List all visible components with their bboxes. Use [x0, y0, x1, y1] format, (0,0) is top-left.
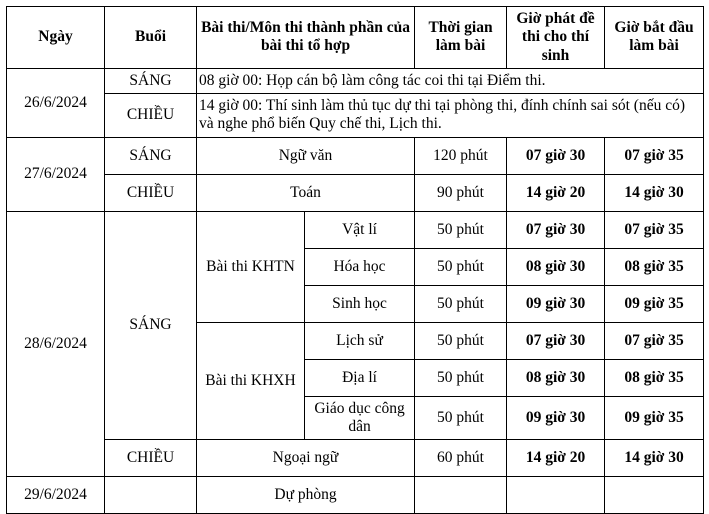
cell-start-hoahoc: 08 giờ 35 [605, 248, 704, 285]
cell-duration-gdcd: 50 phút [415, 396, 507, 440]
cell-start-ngoaingu: 14 giờ 30 [605, 440, 704, 477]
table-row [7, 477, 704, 514]
cell-give-empty-29 [507, 477, 605, 514]
cell-give-sinhhoc: 09 giờ 30 [507, 285, 605, 322]
cell-start-gdcd: 09 giờ 35 [605, 396, 704, 440]
cell-session-afternoon-27: CHIỀU [105, 174, 197, 211]
header-date: Ngày [7, 7, 105, 69]
table-row [7, 174, 704, 211]
cell-start-lichsu: 07 giờ 35 [605, 322, 704, 359]
cell-give-hoahoc: 08 giờ 30 [507, 248, 605, 285]
header-duration: Thời gian làm bài [415, 7, 507, 69]
cell-subject-diali: Địa lí [305, 359, 415, 396]
table-row [7, 68, 704, 93]
cell-give-diali: 08 giờ 30 [507, 359, 605, 396]
table-row [7, 94, 704, 138]
exam-schedule-table [6, 6, 704, 514]
cell-duration-vatli: 50 phút [415, 211, 507, 248]
cell-duration-toan: 90 phút [415, 174, 507, 211]
cell-subject-nguvan: Ngữ văn [197, 137, 415, 174]
cell-date-26: 26/6/2024 [7, 68, 105, 137]
cell-session-afternoon-28: CHIỀU [105, 440, 197, 477]
cell-start-diali: 08 giờ 35 [605, 359, 704, 396]
cell-session-morning-27: SÁNG [105, 137, 197, 174]
cell-duration-hoahoc: 50 phút [415, 248, 507, 285]
cell-subject-gdcd: Giáo dục công dân [305, 396, 415, 440]
cell-subject-toan: Toán [197, 174, 415, 211]
cell-subject-sinhhoc: Sinh học [305, 285, 415, 322]
cell-start-vatli: 07 giờ 35 [605, 211, 704, 248]
table-row [7, 137, 704, 174]
table-header-row [7, 7, 704, 69]
cell-duration-diali: 50 phút [415, 359, 507, 396]
table-row [7, 211, 704, 248]
cell-start-sinhhoc: 09 giờ 35 [605, 285, 704, 322]
table-row [7, 440, 704, 477]
cell-session-morning-28: SÁNG [105, 211, 197, 440]
cell-date-29: 29/6/2024 [7, 477, 105, 514]
cell-start-empty-29 [605, 477, 704, 514]
header-start-time: Giờ bắt đầu làm bài [605, 7, 704, 69]
cell-group-khtn: Bài thi KHTN [197, 211, 305, 322]
cell-date-27: 27/6/2024 [7, 137, 105, 211]
cell-subject-hoahoc: Hóa học [305, 248, 415, 285]
cell-give-lichsu: 07 giờ 30 [507, 322, 605, 359]
cell-subject-ngoaingu: Ngoại ngữ [197, 440, 415, 477]
cell-subject-lichsu: Lịch sử [305, 322, 415, 359]
header-give-time: Giờ phát đề thi cho thí sinh [507, 7, 605, 69]
cell-note-procedures: 14 giờ 00: Thí sinh làm thủ tục dự thi tại phòng thi, đính chính sai sót (nếu có) và nghe phổ biến Quy chế thi, Lịch thi. [197, 94, 704, 138]
cell-duration-empty-29 [415, 477, 507, 514]
cell-duration-sinhhoc: 50 phút [415, 285, 507, 322]
cell-duration-ngoaingu: 60 phút [415, 440, 507, 477]
cell-group-khxh: Bài thi KHXH [197, 322, 305, 440]
cell-give-gdcd: 09 giờ 30 [507, 396, 605, 440]
cell-subject-vatli: Vật lí [305, 211, 415, 248]
cell-session-empty-29 [105, 477, 197, 514]
header-session: Buổi [105, 7, 197, 69]
cell-start-nguvan: 07 giờ 35 [605, 137, 704, 174]
cell-start-toan: 14 giờ 30 [605, 174, 704, 211]
cell-duration-nguvan: 120 phút [415, 137, 507, 174]
cell-duration-lichsu: 50 phút [415, 322, 507, 359]
header-subject: Bài thi/Môn thi thành phần của bài thi tổ hợp [197, 7, 415, 69]
cell-subject-duphong: Dự phòng [197, 477, 415, 514]
cell-give-toan: 14 giờ 20 [507, 174, 605, 211]
cell-give-ngoaingu: 14 giờ 20 [507, 440, 605, 477]
cell-give-vatli: 07 giờ 30 [507, 211, 605, 248]
cell-give-nguvan: 07 giờ 30 [507, 137, 605, 174]
cell-session-afternoon-26: CHIỀU [105, 94, 197, 138]
cell-note-staff-meeting: 08 giờ 00: Họp cán bộ làm công tác coi thi tại Điểm thi. [197, 68, 704, 93]
cell-session-morning-26: SÁNG [105, 68, 197, 93]
cell-date-28: 28/6/2024 [7, 211, 105, 477]
